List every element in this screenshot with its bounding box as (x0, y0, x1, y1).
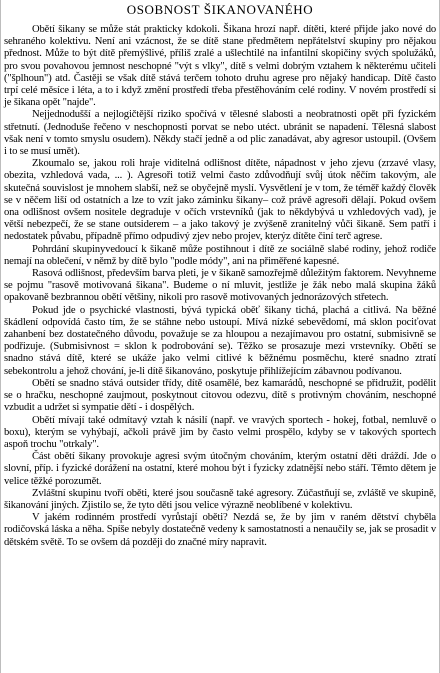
paragraph: Obětí mívají také odmítavý vztah k násilí (např. ve vravých sportech - hokej, fotbal, nemluvě o boxu), kterým se vyhýbají, ačkoli právě jim by často velmi prospělo, kdyby se v takových sportech aspoň trochu "otrkaly". (4, 414, 436, 450)
paragraph: Část obětí šikany provokuje agresi svým útočným chováním, kterým ostatní děti dráždí. Jde o slovní, příp. i fyzické dorážení na ostatní, které mohou být i fyzicky zdatnější nebo stáří. Těmto dětem je velice těžké porozumět. (4, 451, 436, 487)
paragraph: V jakém rodinném prostředí vyrůstají oběti? Nezdá se, že by jim v raném dětství chyběla rodičovská láska a něha. Spíše nebyly dostatečně vedeny k samostatnosti a nenaučily se, jak se prosadit v dětském světě. To se ovšem dá později do značné míry napravit. (4, 512, 436, 548)
paragraph: Pohrdání skupinyvedoucí k šikaně může postihnout i dítě ze sociálně slabé rodiny, jehož rodiče nemají na oblečení, v němž by dítě bylo "podle módy", ani na přiměřené kapesné. (4, 243, 436, 267)
paragraph: Zvláštní skupinu tvoří oběti, které jsou současně také agresory. Zúčastňují se, zvláště ve skupině, šikanování jiných. Zjistilo se, že tyto děti jsou velice výrazně neoblíbené v kolektivu. (4, 487, 436, 511)
paragraph: Rasová odlišnost, především barva pleti, je v šikaně samozřejmě důležitým faktorem. Nevyhneme se pojmu "rasově motivovaná šikana". Budeme o ní mluvit, jestliže je žák nebo malá skupina žáků opakovaně bezbrannou obětí většiny, nikoli pro rasově motivovaných jednorázových střetech. (4, 268, 436, 304)
document-title: OSOBNOST ŠIKANOVANÉHO (126, 2, 314, 17)
paragraph: Nejjednodušší a nejlogičtější riziko spočívá v tělesné slabosti a neobratnosti opět při fyzickém střetnutí. (Jednoduše řečeno v neschopnosti porvat se nebo utéct. ubránit se napadení. Tělesná slabost však není v tomto smyslu osudem). Někdy stačí jedně a od plic zanadávat, aby agresor ustoupil. (Ovšem i to se musí umět). (4, 109, 436, 158)
paragraph: Obětí šikany se může stát prakticky kdokoli. Šikana hrozí např. dítěti, které přijde jako nové do sehraného kolektivu. Není ani vzácnost, že se dítě stane předmětem nepřátelství skupiny pro nějakou přednost. Může to být dítě přemýšlivé, příliš zralé a ušlechtilé na infantilní skopičiny svých spolužáků, pro svou povahovou jemnost neschopné "výt s vlky", dítě s velmi dobrým vztahem k některému učiteli ("šplhoun") atd. Častěji se však dítě stává terčem tohoto druhu agrese pro nějaký handicap. Dítě často trpí celé měsíce i léta, a to i když změní prostředí třeba přestěhováním celé rodiny. V novém prostředí si je šikana opět "najde". (4, 24, 436, 109)
paragraph: Obětí se snadno stává outsider třídy, dítě osamělé, bez kamarádů, neschopné se přidružit, podělit se o hračku, neschopné zaujmout, poskytnout citovou odezvu, dítě s protivným chováním, neschopné vzbudit a udržet si sympatie dětí - i dospělých. (4, 377, 436, 414)
paragraph: Zkoumalo se, jakou roli hraje viditelná odlišnost dítěte, nápadnost v jeho zjevu (zrzavé vlasy, obezita, vzhledová vada, ... ). Agresoři totiž velmi často zdůvodňují svůj útok něčím takovým, ale skutečná souvislost je mnohem slabší, než se obyčejně myslí. Vysvětlení je v tom, že téměř každý člověk se v něčem liší od ostatních a lze to vzít jako záminku šikany– což právě agresoři dělají. Pokud ovšem ona odlišnost ovšem nositele degraduje v očích vrstevníků (jak to někdybývá u vzhledových vad), je větší nebezpečí, že se stane outsiderem – a jako takový je zvýšeně zranitelný vůči šikaně. Sem patří i nedostatek půvabu, případně přímo odpudivý zjev nebo projev, kterýz dítěte činí terč agrese. (4, 158, 436, 243)
paragraph: Pokud jde o psychické vlastnosti, bývá typická oběť šikany tichá, plachá a citlivá. Na běžné škádlení odpovídá často tím, že se stáhne nebo ustoupí. Mívá nízké sebevědomí, má sklon pociťovat zahanbení bez dostatečného důvodu, považuje se za hloupou a nezajímavou pro ostatní, submisivně se podřizuje. (Submisivnost = sklon k podrobování se). Těžko se prosazuje mezi vrstevníky. Obětí se snadno stává dítě, které se ukáže jako velmi citlivé k běžnému posměchu, které snadno ztratí sebekontrolu a jehož chování, je-li dítě šikanováno, poskytuje přihlížejícím zábavnou podívanou. (4, 304, 436, 377)
